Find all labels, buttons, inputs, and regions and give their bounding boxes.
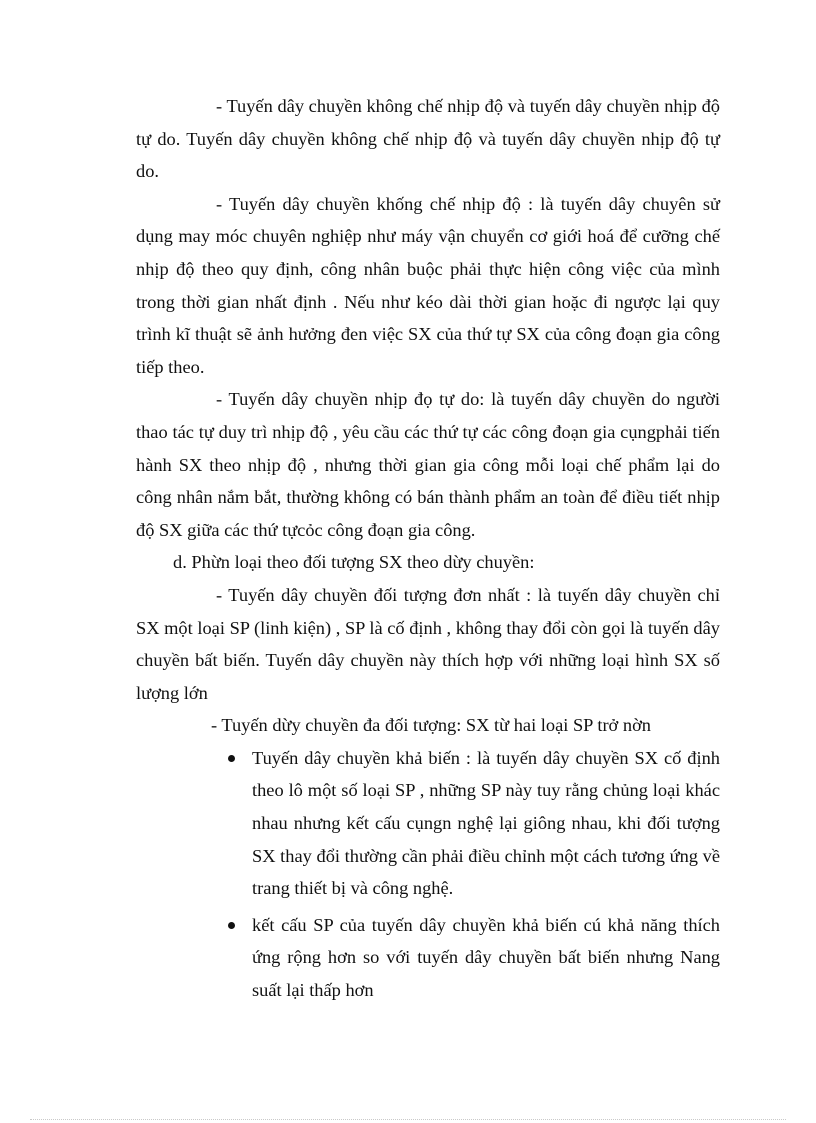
paragraph-controlled-pace: - Tuyến dây chuyền khống chế nhịp độ : là tuyến dây chuyên sử dụng may móc chuyên nghiệp như máy vận chuyển cơ giới hoá để cưỡng chế nhịp độ theo quy định, công nhân buộc phải thực hiện công việc của mình trong thời gian nhất định . Nếu như kéo dài thời gian hoặc đi ngược lại quy trình kĩ thuật sẽ ảnh hưởng đen việc SX của thứ tự SX của công đoạn gia công tiếp theo. [136,193,720,377]
paragraph-free-pace: - Tuyến dây chuyền nhịp đọ tự do: là tuyến dây chuyền do người thao tác tự duy trì nhịp độ , yêu cầu các thứ tự các công đoạn gia cụngphải tiến hành SX theo nhịp độ , nhưng thời gian gia công mỗi loại chế phẩm lại do công nhân nắm bắt, thường không có bán thành phẩm an toàn để điều tiết nhịp độ SX giữa các thứ tựcỏc công đoạn gia công. [136,389,720,540]
list-item-text: kết cấu SP của tuyến dây chuyền khả biến cú khả năng thích ứng rộng hơn so với tuyến dây chuyền bất biến nhưng Nang suất lại thấp hơn [252,914,720,1001]
bullet-icon [228,755,235,762]
list-item [136,909,720,1007]
section-heading: d. Phừn loại theo đối tượng SX theo dừy chuyền: [173,552,535,573]
subheading-multi-object: - Tuyến dừy chuyền đa đối tượng: SX từ hai loại SP trở nờn [211,715,652,736]
list-item-text: Tuyến dây chuyền khả biến : là tuyến dây chuyền SX cố định theo lô một số loại SP , những SP này tuy rằng chủng loại khác nhau nhưng kết cấu cụngn nghệ lại giông nhau, khi đối tượng SX thay đổi thường cần phải điều chỉnh một cách tương ứng về trang thiết bị và công nghệ. [252,747,720,899]
list-item [136,742,720,905]
page-bottom-divider [30,1119,786,1120]
document-body [136,90,720,1011]
bullet-list [136,742,720,1007]
paragraph-single-object: - Tuyến dây chuyền đối tượng đơn nhất : là tuyến dây chuyền chỉ SX một loại SP (linh kiện) , SP là cố định , không thay đổi còn gọi là tuyến dây chuyền bất biến. Tuyến dây chuyền này thích hợp với những loại hình SX số lượng lớn [136,584,720,703]
bullet-icon [228,922,235,929]
paragraph-intro: - Tuyến dây chuyền không chế nhịp độ và tuyến dây chuyền nhịp độ tự do. Tuyến dây chuyền không chế nhịp độ và tuyến dây chuyền nhịp độ tự do. [136,96,720,182]
